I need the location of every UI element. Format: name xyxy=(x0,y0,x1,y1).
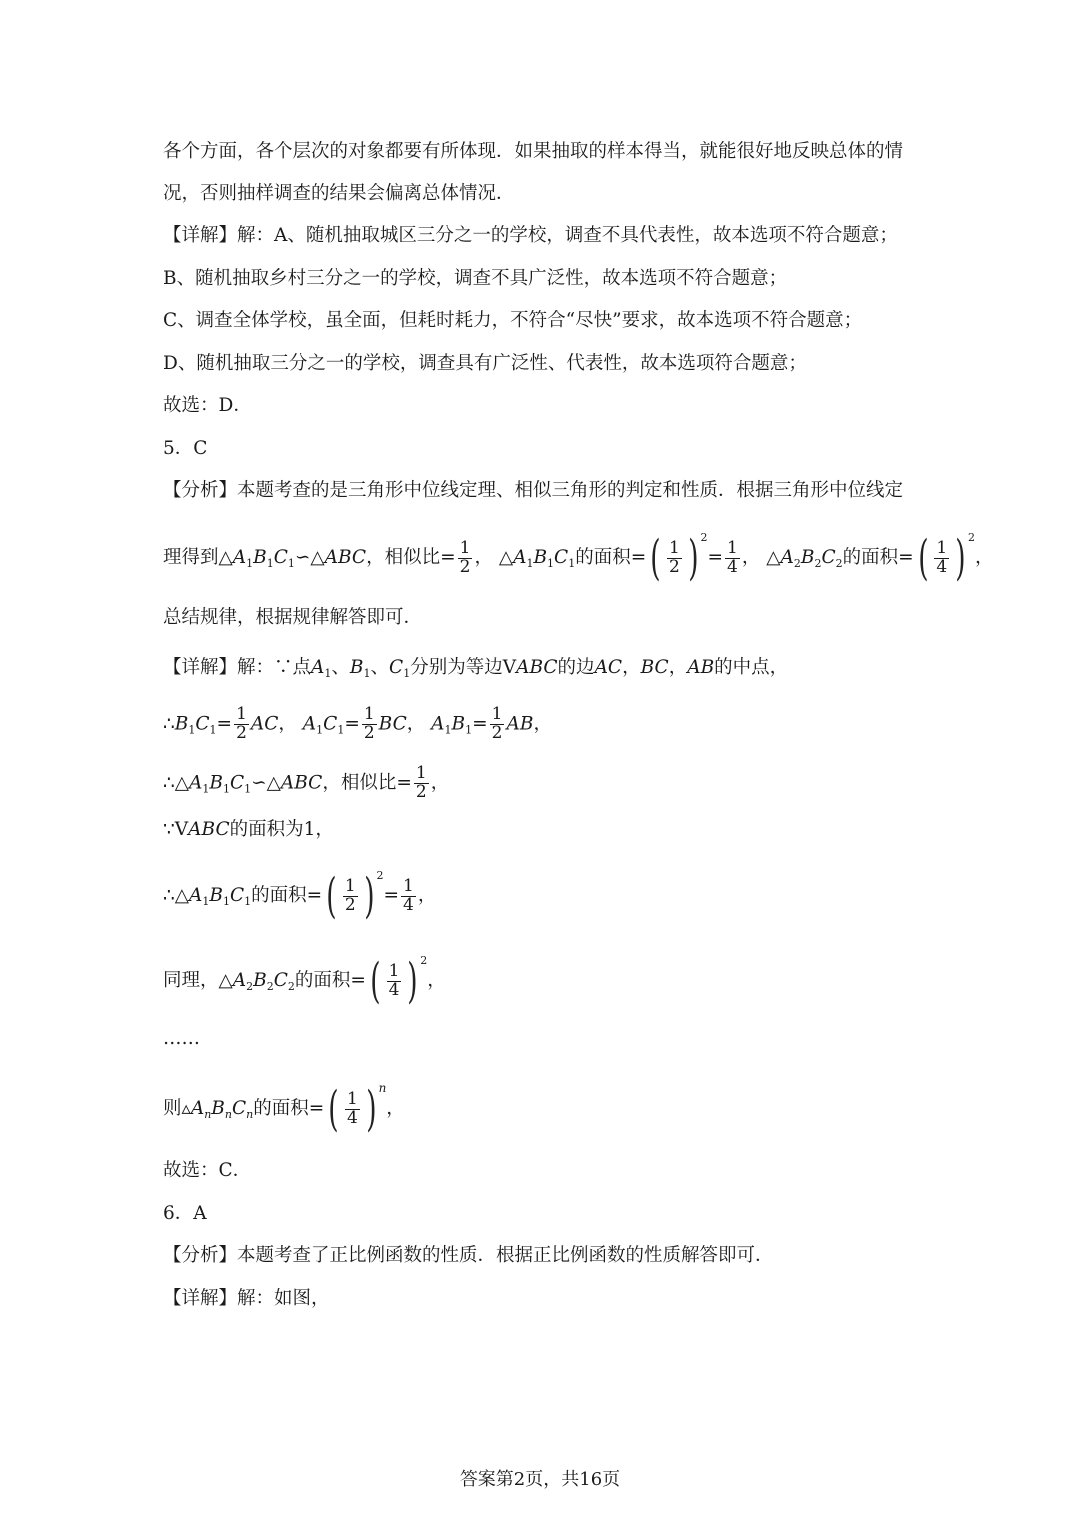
ellipsis-line: …… xyxy=(163,1028,200,1049)
formula-line: 【详解】解：∵点$A_1$、$B_1$、$C_1$分别为等边VABC的边AC，BC，AB的中点， xyxy=(163,657,789,680)
text-line: 【分析】本题考查了正比例函数的性质．根据正比例函数的性质解答即可． xyxy=(163,1245,774,1266)
text-line: 总结规律，根据规律解答即可． xyxy=(163,607,423,628)
question-number: 5．C xyxy=(163,438,208,459)
formula-line: $\therefore B_1C_1=$ $\frac{1}{2}$ AC， $A_1C_1=$ $\frac{1}{2}$ BC， $A_1B_1=$ $\frac{1}{2}$ AB， xyxy=(163,704,552,743)
text-line: B、随机抽取乡村三分之一的学校，调查不具广泛性，故本选项不符合题意； xyxy=(163,268,788,289)
text-line: 故选：C． xyxy=(163,1160,252,1181)
formula-line: ∵VABC的面积为1， xyxy=(163,819,334,840)
formula-line: $\therefore\triangle A_1B_1C_1$的面积= ( $\frac{1}{2}$ ) $^2$= $\frac{1}{4}$ ， xyxy=(163,868,437,924)
formula-line: 同理，$\triangle A_2B_2C_2$的面积= ( $\frac{1}{4}$ ) $^2$， xyxy=(163,953,446,1009)
text-line: D、随机抽取三分之一的学校，调查具有广泛性、代表性，故本选项符合题意； xyxy=(163,353,807,374)
text-line: 【详解】解：A、随机抽取城区三分之一的学校，调查不具代表性，故本选项不符合题意； xyxy=(163,225,898,246)
formula-line: 理得到$\triangle A_1B_1C_1∽\triangle ABC$，相似比= $\frac{1}{2}$ ， $\triangle A_1B_1C_1$的面积= ( $\frac{1}{2}$ ) $^2$= $\frac{1}{4}$ ， $\triangle A_2B_2C_2$的面积= ( $\frac{1}{4}$ ) $^2$， xyxy=(163,530,994,586)
text-line: 各个方面，各个层次的对象都要有所体现．如果抽取的样本得当，就能很好地反映总体的情 xyxy=(163,141,904,162)
text-line: C、调查全体学校，虽全面，但耗时耗力，不符合“尽快”要求，故本选项不符合题意； xyxy=(163,310,863,331)
text-line: 故选：D． xyxy=(163,395,252,416)
text-line: 【分析】本题考查的是三角形中位线定理、相似三角形的判定和性质．根据三角形中位线定 xyxy=(163,480,904,501)
text-line: 【详解】解：如图， xyxy=(163,1288,330,1309)
question-number: 6．A xyxy=(163,1203,207,1224)
text-line: 况，否则抽样调查的结果会偏离总体情况． xyxy=(163,183,515,204)
formula-line: 则$▵A_nB_nC_n$的面积= ( $\frac{1}{4}$ ) $^n$， xyxy=(163,1081,405,1137)
page-footer: 答案第2页，共16页 xyxy=(459,1469,621,1490)
formula-line: $\therefore\triangle A_1B_1C_1∽\triangle ABC$，相似比= $\frac{1}{2}$ ， xyxy=(163,763,450,802)
